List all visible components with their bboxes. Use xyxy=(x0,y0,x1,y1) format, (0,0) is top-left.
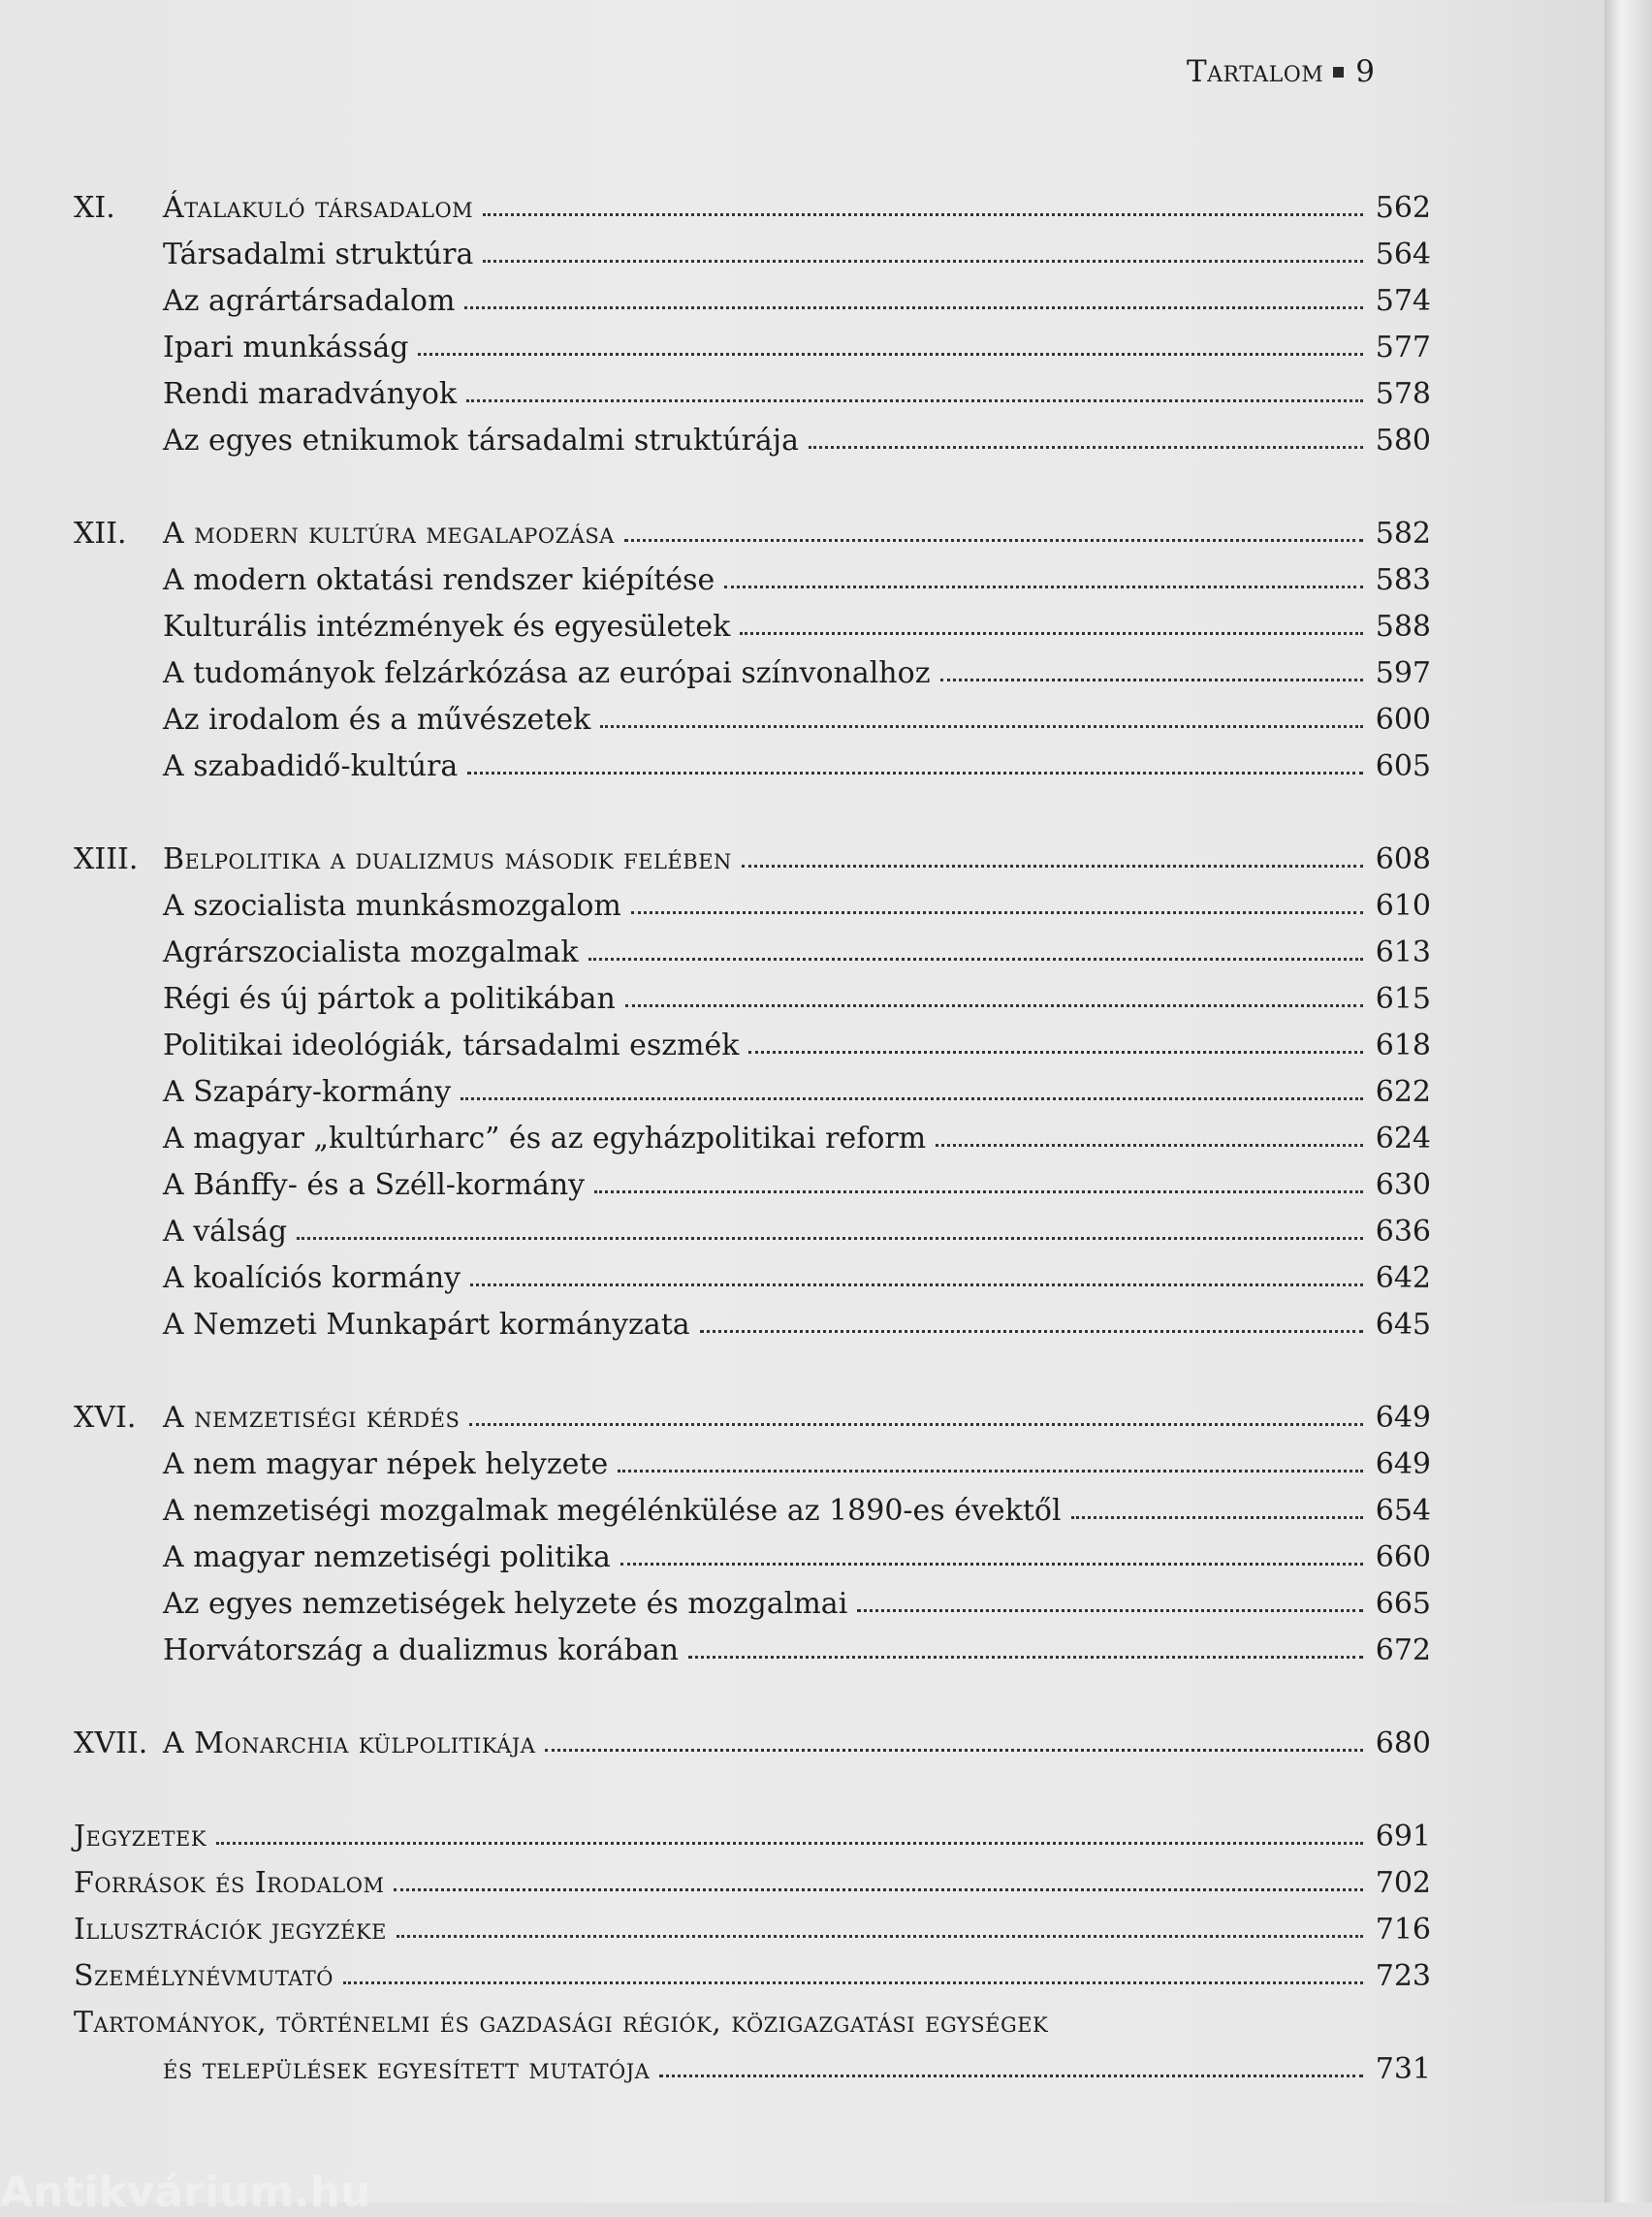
dot-leader xyxy=(483,213,1363,216)
section-row xyxy=(74,271,1431,318)
section-title: A magyar „kultúrharc” és az egyházpolitikai reform xyxy=(163,1122,927,1156)
dot-leader xyxy=(466,399,1363,402)
section-row xyxy=(74,1621,1431,1667)
page-number: 622 xyxy=(1375,1075,1431,1109)
chapter-row xyxy=(74,504,1431,551)
page-number: 642 xyxy=(1375,1261,1431,1295)
appendix-title: Illusztrációk jegyzéke xyxy=(74,1913,388,1947)
dot-leader xyxy=(216,1842,1363,1845)
page-number: 654 xyxy=(1375,1494,1431,1528)
appendix xyxy=(74,1807,1431,2086)
section-row xyxy=(74,551,1431,597)
appendix-title: Források és Irodalom xyxy=(74,1866,385,1900)
chapter-title: A nemzetiségi kérdés xyxy=(163,1401,461,1435)
dot-leader xyxy=(936,1144,1363,1147)
section-row xyxy=(74,1202,1431,1249)
section-row xyxy=(74,411,1431,458)
dot-leader xyxy=(659,2074,1363,2077)
page-number: 630 xyxy=(1375,1168,1431,1202)
chapter-title: A Monarchia külpolitikája xyxy=(163,1726,536,1760)
page-number: 645 xyxy=(1375,1308,1431,1342)
dot-leader xyxy=(464,306,1363,309)
dot-leader xyxy=(624,539,1363,542)
section-row xyxy=(74,1062,1431,1109)
section-row xyxy=(74,1016,1431,1062)
appendix-row-line1 xyxy=(74,1993,1431,2040)
section-title: A Szapáry-kormány xyxy=(163,1075,452,1109)
section-row xyxy=(74,1249,1431,1295)
appendix-row xyxy=(74,1947,1431,1993)
dot-leader xyxy=(631,911,1363,914)
section-title: Társadalmi struktúra xyxy=(163,238,474,271)
page-number: 600 xyxy=(1375,703,1431,737)
dot-leader xyxy=(809,446,1363,449)
chapter-row xyxy=(74,1714,1431,1760)
dot-leader xyxy=(1071,1516,1363,1519)
dot-leader xyxy=(600,725,1363,728)
page-number: 610 xyxy=(1375,889,1431,923)
spacer xyxy=(74,458,1431,504)
dot-leader xyxy=(618,1470,1363,1473)
section-title: A válság xyxy=(163,1215,288,1249)
page-number: 731 xyxy=(1375,2052,1431,2086)
section-row xyxy=(74,1481,1431,1528)
chapter-xvii xyxy=(74,1714,1431,1760)
section-title: A szocialista munkásmozgalom xyxy=(163,889,621,923)
dot-leader xyxy=(545,1749,1363,1752)
appendix-row-line2 xyxy=(74,2040,1431,2086)
section-row xyxy=(74,923,1431,969)
page-number: 649 xyxy=(1375,1447,1431,1481)
dot-leader xyxy=(397,1935,1363,1938)
page-number: 665 xyxy=(1375,1587,1431,1621)
dot-leader xyxy=(857,1609,1363,1612)
dot-leader xyxy=(469,1423,1363,1426)
page-number: 583 xyxy=(1375,563,1431,597)
section-title: Agrárszocialista mozgalmak xyxy=(163,935,579,969)
section-title: A tudományok felzárkózása az európai színvonalhoz xyxy=(163,656,931,690)
dot-leader xyxy=(700,1330,1363,1333)
square-bullet-icon xyxy=(1333,67,1344,78)
appendix-row xyxy=(74,1900,1431,1947)
section-title: Horvátország a dualizmus korában xyxy=(163,1633,680,1667)
section-title: Kulturális intézmények és egyesületek xyxy=(163,610,731,644)
dot-leader xyxy=(297,1237,1363,1240)
section-title: Az irodalom és a művészetek xyxy=(163,703,591,737)
section-title: A magyar nemzetiségi politika xyxy=(163,1540,611,1574)
section-title: A nemzetiségi mozgalmak megélénkülése az 1890-es évektől xyxy=(163,1494,1062,1528)
spacer xyxy=(74,1667,1431,1714)
section-title: A modern oktatási rendszer kiépítése xyxy=(163,563,715,597)
page-number: 649 xyxy=(1375,1401,1431,1435)
section-row xyxy=(74,876,1431,923)
page-number: 660 xyxy=(1375,1540,1431,1574)
page-number: 564 xyxy=(1375,238,1431,271)
page-number: 605 xyxy=(1375,749,1431,783)
dot-leader xyxy=(742,865,1363,868)
dot-leader xyxy=(588,958,1363,961)
section-title: A nem magyar népek helyzete xyxy=(163,1447,609,1481)
section-title: A Nemzeti Munkapárt kormányzata xyxy=(163,1308,690,1342)
chapter-number: XVI. xyxy=(74,1401,137,1435)
page-number: 608 xyxy=(1375,842,1431,876)
dot-leader xyxy=(740,632,1363,635)
chapter-xii xyxy=(74,504,1431,783)
section-row xyxy=(74,1528,1431,1574)
chapter-number: XI. xyxy=(74,191,115,225)
chapter-row xyxy=(74,830,1431,876)
section-title: Az agrártársadalom xyxy=(163,284,456,318)
section-row xyxy=(74,969,1431,1016)
page-number: 672 xyxy=(1375,1633,1431,1667)
appendix-title-line1: Tartományok, történelmi és gazdasági régiók, közigazgatási egységek xyxy=(74,2006,1049,2040)
appendix-title-line2: és települések egyesített mutatója xyxy=(163,2052,651,2086)
page-number: 613 xyxy=(1375,935,1431,969)
spacer xyxy=(74,1342,1431,1388)
section-title: Az egyes etnikumok társadalmi struktúrája xyxy=(163,424,799,458)
table-of-contents xyxy=(74,178,1431,2086)
page-number: 618 xyxy=(1375,1029,1431,1062)
page-number: 624 xyxy=(1375,1122,1431,1156)
section-row xyxy=(74,1156,1431,1202)
section-row xyxy=(74,225,1431,271)
dot-leader xyxy=(343,1981,1363,1984)
page-number: 615 xyxy=(1375,982,1431,1016)
appendix-row xyxy=(74,1853,1431,1900)
section-row xyxy=(74,737,1431,783)
chapter-xvi xyxy=(74,1388,1431,1667)
page-number: 588 xyxy=(1375,610,1431,644)
section-row xyxy=(74,597,1431,644)
dot-leader xyxy=(483,260,1363,263)
chapter-number: XII. xyxy=(74,517,127,551)
chapter-xi xyxy=(74,178,1431,458)
dot-leader xyxy=(940,679,1364,681)
running-head-title: Tartalom xyxy=(1186,54,1324,89)
page-number: 597 xyxy=(1375,656,1431,690)
page-number: 577 xyxy=(1375,331,1431,364)
page-number: 702 xyxy=(1375,1866,1431,1900)
running-head xyxy=(1187,54,1376,89)
section-title: A szabadidő-kultúra xyxy=(163,749,459,783)
book-page-edge xyxy=(1604,0,1652,2202)
dot-leader xyxy=(467,772,1363,775)
dot-leader xyxy=(620,1563,1363,1566)
section-title: Ipari munkásság xyxy=(163,331,409,364)
dot-leader xyxy=(724,586,1363,588)
section-row xyxy=(74,1435,1431,1481)
chapter-row xyxy=(74,1388,1431,1435)
watermark: Antikvárium.hu xyxy=(0,2168,371,2217)
section-title: Politikai ideológiák, társadalmi eszmék xyxy=(163,1029,740,1062)
dot-leader xyxy=(688,1656,1363,1659)
appendix-title: Személynévmutató xyxy=(74,1959,334,1993)
chapter-number: XIII. xyxy=(74,842,139,876)
section-row xyxy=(74,690,1431,737)
page-number: 580 xyxy=(1375,424,1431,458)
chapter-title: Belpolitika a dualizmus második felében xyxy=(163,842,732,876)
section-title: Rendi maradványok xyxy=(163,377,458,411)
page-number: 582 xyxy=(1375,517,1431,551)
page-number: 691 xyxy=(1375,1820,1431,1853)
appendix-row xyxy=(74,1807,1431,1853)
section-title: A koalíciós kormány xyxy=(163,1261,461,1295)
dot-leader xyxy=(394,1888,1363,1891)
running-head-page-number: 9 xyxy=(1355,54,1376,89)
page-number: 574 xyxy=(1375,284,1431,318)
chapter-row xyxy=(74,178,1431,225)
section-row xyxy=(74,1574,1431,1621)
section-row xyxy=(74,318,1431,364)
spacer xyxy=(74,783,1431,830)
chapter-title: Átalakuló társadalom xyxy=(163,191,474,225)
section-row xyxy=(74,364,1431,411)
page-number: 716 xyxy=(1375,1913,1431,1947)
dot-leader xyxy=(470,1283,1363,1286)
section-row xyxy=(74,1109,1431,1156)
dot-leader xyxy=(461,1097,1363,1100)
page-number: 723 xyxy=(1375,1959,1431,1993)
section-title: Régi és új pártok a politikában xyxy=(163,982,616,1016)
page-number: 562 xyxy=(1375,191,1431,225)
dot-leader xyxy=(748,1051,1363,1054)
section-title: A Bánffy- és a Széll-kormány xyxy=(163,1168,586,1202)
appendix-title: Jegyzetek xyxy=(74,1820,207,1853)
page-number: 578 xyxy=(1375,377,1431,411)
dot-leader xyxy=(625,1004,1363,1007)
section-row xyxy=(74,1295,1431,1342)
page-number: 680 xyxy=(1375,1726,1431,1760)
chapter-title: A modern kultúra megalapozása xyxy=(163,517,615,551)
chapter-number: XVII. xyxy=(74,1726,148,1760)
spacer xyxy=(74,1760,1431,1807)
section-row xyxy=(74,644,1431,690)
section-title: Az egyes nemzetiségek helyzete és mozgalmai xyxy=(163,1587,848,1621)
dot-leader xyxy=(418,353,1363,356)
dot-leader xyxy=(594,1190,1363,1193)
chapter-xiii xyxy=(74,830,1431,1342)
page-number: 636 xyxy=(1375,1215,1431,1249)
